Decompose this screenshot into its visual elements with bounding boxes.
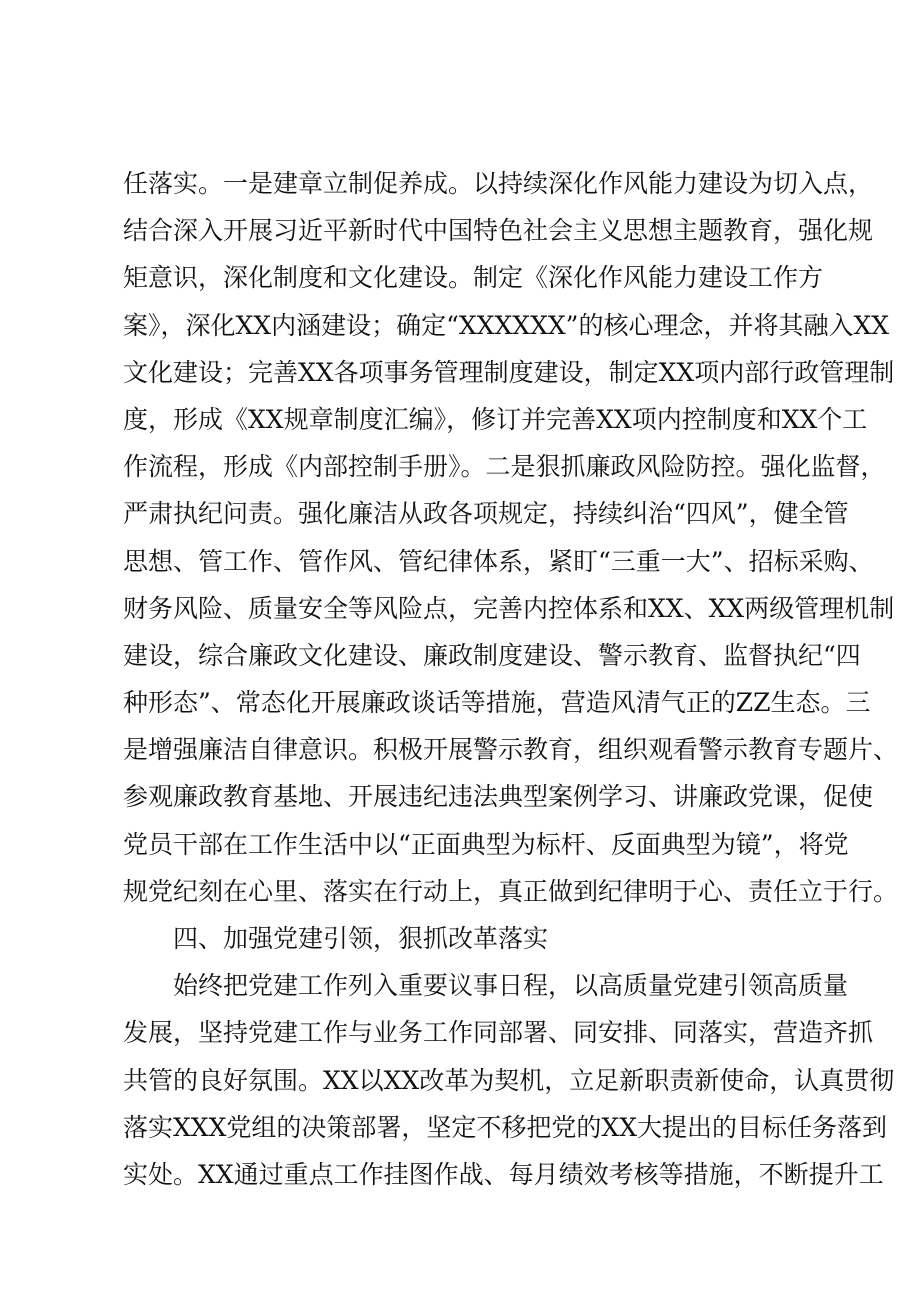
text-line: 规党纪刻在心里、落实在行动上，真正做到纪律明于心、责任立于行。 <box>123 876 899 906</box>
text-line: 结合深入开展习近平新时代中国特色社会主义思想主题教育，强化规 <box>123 216 874 246</box>
text-line: 是增强廉洁自律意识。积极开展警示教育，组织观看警示教育专题片、 <box>123 735 899 765</box>
text-line: 落实XXX党组的决策部署，坚定不移把党的XX大提出的目标任务落到 <box>123 1112 887 1142</box>
text-line: 共管的良好氛围。XX以XX改革为契机，立足新职责新使命，认真贯彻 <box>123 1065 895 1095</box>
text-line: 度，形成《XX规章制度汇编》，修订并完善XX项内控制度和XX个工 <box>123 404 868 434</box>
text-line: 党员干部在工作生活中以“正面典型为标杆、反面典型为镜”，将党 <box>123 829 849 859</box>
document-body <box>123 160 899 1198</box>
text-line: 案》，深化XX内涵建设；确定“XXXXXX”的核心理念，并将其融入XX <box>123 310 890 340</box>
text-line: 财务风险、质量安全等风险点，完善内控体系和XX、XX两级管理机制 <box>123 593 895 623</box>
text-line: 矩意识，深化制度和文化建设。制定《深化作风能力建设工作方 <box>123 263 824 293</box>
text-line: 任落实。一是建章立制促养成。以持续深化作风能力建设为切入点， <box>123 169 874 198</box>
text-line: 思想、管工作、管作风、管纪律体系，紧盯“三重一大”、招标采购、 <box>123 546 874 576</box>
paragraph-party-building <box>123 962 895 1198</box>
text-line: 始终把党建工作列入重要议事日程，以高质量党建引领高质量 <box>173 971 849 1001</box>
text-line: 实处。XX通过重点工作挂图作战、每月绩效考核等措施，不断提升工 <box>123 1159 884 1189</box>
text-line: 种形态”、常态化开展廉政谈话等措施，营造风清气正的ZZ生态。三 <box>123 688 871 718</box>
paragraph-discipline <box>123 160 899 915</box>
text-line: 严肃执纪问责。强化廉洁从政各项规定，持续纠治“四风”，健全管 <box>123 499 849 529</box>
text-line: 文化建设；完善XX各项事务管理制度建设，制定XX项内部行政管理制 <box>123 357 895 387</box>
text-line: 建设，综合廉政文化建设、廉政制度建设、警示教育、监督执纪“四 <box>123 640 861 670</box>
section-heading: 四、加强党建引领，狠抓改革落实 <box>173 924 549 953</box>
text-line: 发展，坚持党建工作与业务工作同部署、同安排、同落实，营造齐抓 <box>123 1018 874 1048</box>
text-line: 作流程，形成《内部控制手册》。二是狠抓廉政风险防控。强化监督， <box>123 452 886 482</box>
text-line: 参观廉政教育基地、开展违纪违法典型案例学习、讲廉政党课，促使 <box>123 782 874 812</box>
